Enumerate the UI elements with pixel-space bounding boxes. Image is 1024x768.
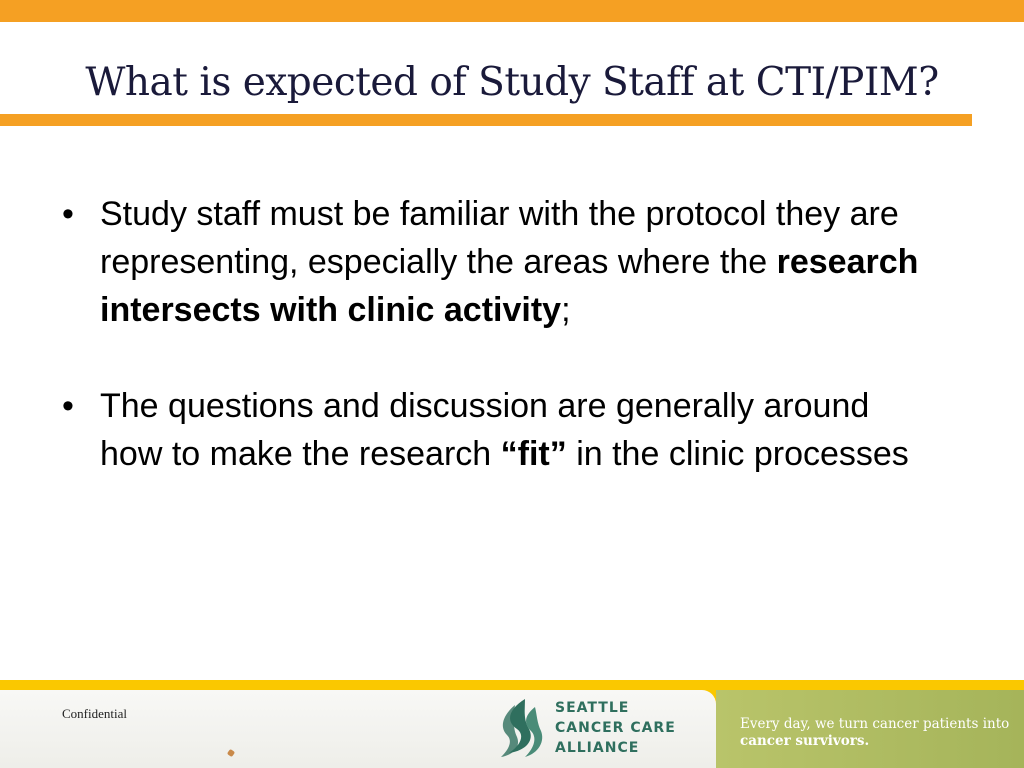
tagline-emphasis: cancer survivors. — [740, 733, 870, 749]
bullet-item — [62, 190, 922, 334]
logo-line-1: SEATTLE — [555, 700, 630, 716]
bullet-emphasis: “fit” — [500, 435, 567, 473]
bullet-marker: • — [62, 195, 74, 233]
confidential-label: Confidential — [62, 706, 127, 721]
slide-title: What is expected of Study Staff at CTI/PIM? — [85, 60, 939, 105]
seattle-cancer-care-alliance-flame-icon — [495, 695, 547, 763]
title-divider — [0, 114, 972, 126]
logo-line-2: CANCER CARE — [555, 720, 676, 736]
bullet-emphasis: research intersects with clinic activity — [100, 243, 919, 329]
bullet-text: The questions and discussion are generally around how to make the research — [100, 387, 870, 473]
logo-line-3: ALLIANCE — [555, 740, 640, 756]
bullet-marker: • — [62, 387, 74, 425]
top-accent-bar — [0, 0, 1024, 22]
tagline-text: Every day, we turn cancer patients into — [740, 716, 1010, 732]
bullet-item — [62, 382, 922, 478]
bullet-list — [62, 190, 922, 526]
bullet-text-end: in the clinic processes — [566, 435, 909, 473]
footer-tagline — [740, 716, 1020, 750]
bullet-text: Study staff must be familiar with the protocol they are representing, especially the areas where the — [100, 195, 899, 281]
logo-wordmark — [555, 698, 676, 758]
bullet-text-end: ; — [561, 291, 571, 329]
